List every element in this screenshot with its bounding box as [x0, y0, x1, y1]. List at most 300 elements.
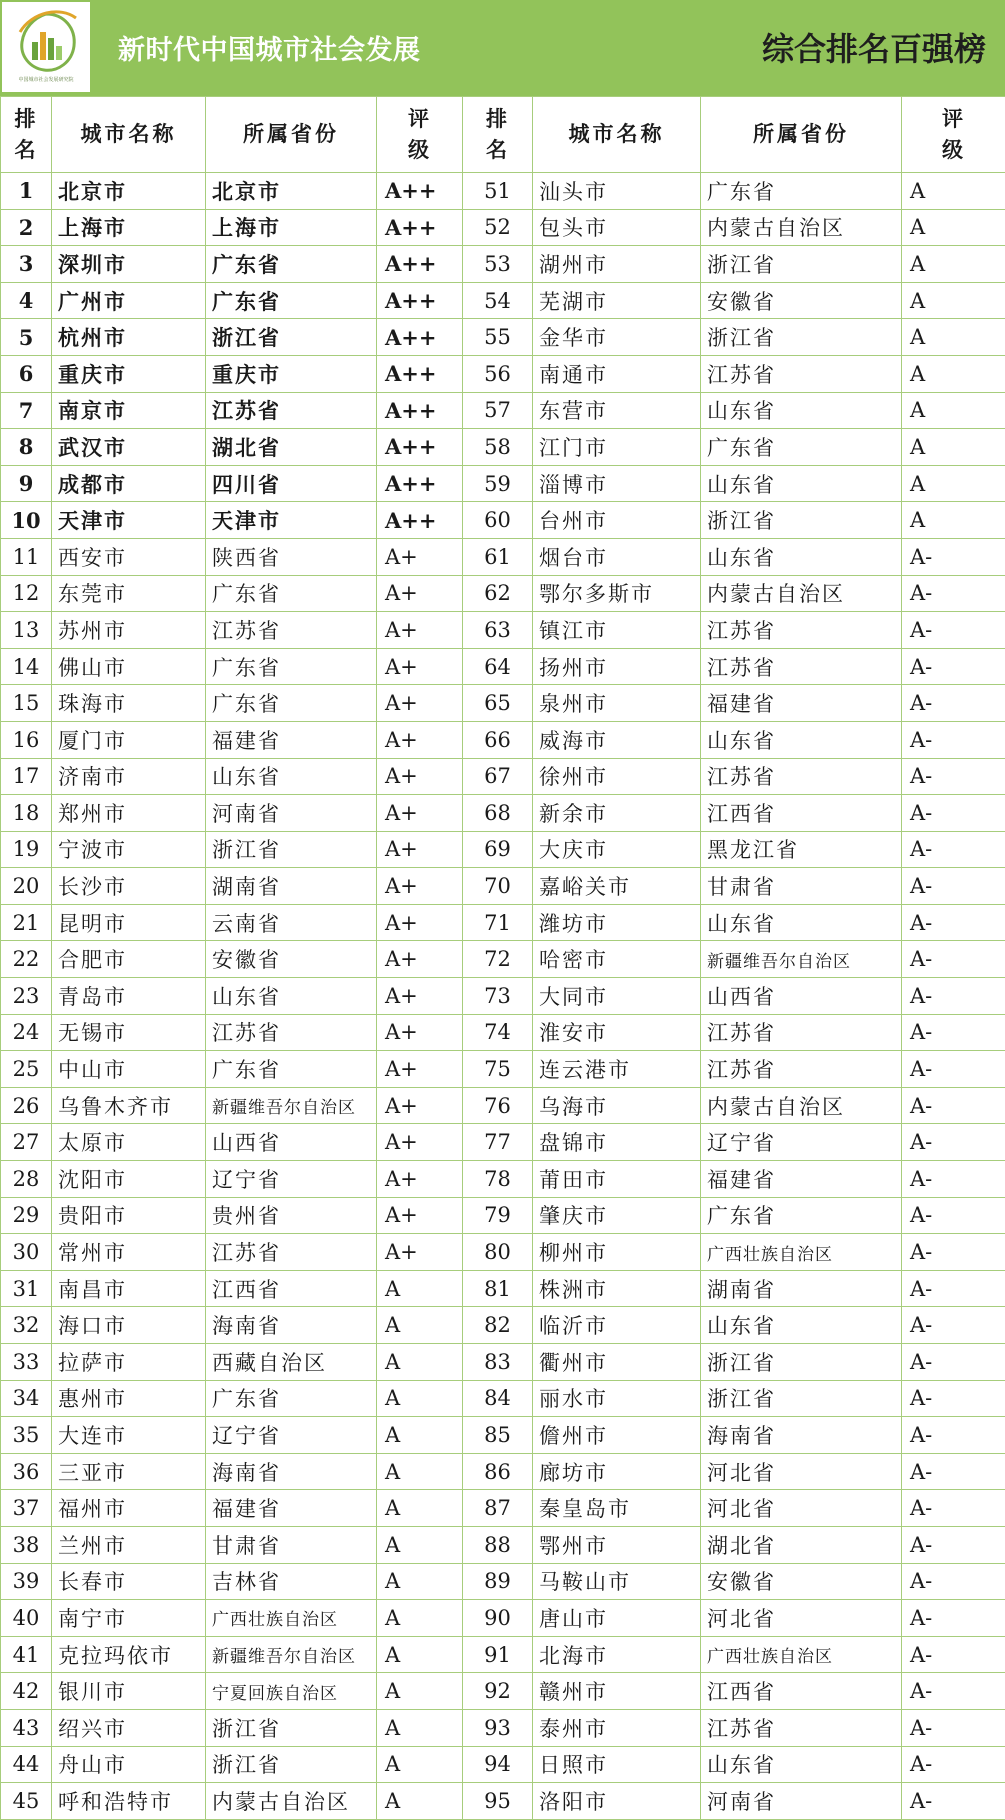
rank-cell: 12: [1, 575, 52, 612]
grade-cell: A-: [902, 1051, 1005, 1088]
grade-cell: A-: [902, 721, 1005, 758]
city-cell: 临沂市: [533, 1307, 701, 1344]
grade-cell: A: [377, 1380, 463, 1417]
grade-cell: A: [377, 1746, 463, 1783]
rank-cell: 86: [463, 1453, 533, 1490]
rank-cell: 22: [1, 941, 52, 978]
grade-cell: A-: [902, 1124, 1005, 1161]
table-row: [1, 1526, 1005, 1563]
table-row: [1, 575, 1005, 612]
city-cell: 烟台市: [533, 538, 701, 575]
logo: [2, 2, 90, 92]
city-cell: 潍坊市: [533, 904, 701, 941]
city-cell: 株洲市: [533, 1270, 701, 1307]
grade-cell: A++: [377, 355, 463, 392]
city-header: 城市名称: [52, 97, 206, 173]
province-cell: 内蒙古自治区: [701, 575, 902, 612]
grade-cell: A++: [377, 465, 463, 502]
table-row: [1, 648, 1005, 685]
province-cell: 浙江省: [701, 319, 902, 356]
grade-cell: A-: [902, 1636, 1005, 1673]
province-cell: 江苏省: [206, 392, 377, 429]
grade-cell: A-: [902, 1307, 1005, 1344]
rank-cell: 25: [1, 1051, 52, 1088]
province-cell: 江苏省: [701, 1014, 902, 1051]
city-cell: 惠州市: [52, 1380, 206, 1417]
grade-cell: A++: [377, 319, 463, 356]
rank-cell: 76: [463, 1087, 533, 1124]
table-row: [1, 1270, 1005, 1307]
ranking-table: [0, 96, 1005, 1820]
grade-cell: A-: [902, 612, 1005, 649]
province-cell: 新疆维吾尔自治区: [701, 941, 902, 978]
rank-cell: 27: [1, 1124, 52, 1161]
city-cell: 南通市: [533, 355, 701, 392]
rank-cell: 71: [463, 904, 533, 941]
city-cell: 洛阳市: [533, 1783, 701, 1820]
province-cell: 江苏省: [206, 612, 377, 649]
city-cell: 杭州市: [52, 319, 206, 356]
grade-cell: A-: [902, 1161, 1005, 1198]
table-row: [1, 1490, 1005, 1527]
rank-cell: 6: [1, 355, 52, 392]
rank-cell: 90: [463, 1600, 533, 1637]
rank-cell: 94: [463, 1746, 533, 1783]
grade-cell: A-: [902, 868, 1005, 905]
city-cell: 海口市: [52, 1307, 206, 1344]
grade-cell: A+: [377, 904, 463, 941]
province-cell: 贵州省: [206, 1197, 377, 1234]
table-row: [1, 1161, 1005, 1198]
rank-cell: 81: [463, 1270, 533, 1307]
rank-cell: 35: [1, 1417, 52, 1454]
province-cell: 福建省: [701, 1161, 902, 1198]
grade-cell: A-: [902, 1344, 1005, 1381]
rank-cell: 16: [1, 721, 52, 758]
table-row: [1, 685, 1005, 722]
province-cell: 江苏省: [206, 1014, 377, 1051]
grade-cell: A: [902, 502, 1005, 539]
grade-cell: A: [377, 1783, 463, 1820]
province-cell: 广东省: [206, 1051, 377, 1088]
city-cell: 常州市: [52, 1234, 206, 1271]
city-header: 城市名称: [533, 97, 701, 173]
rank-cell: 28: [1, 1161, 52, 1198]
grade-cell: A-: [902, 1453, 1005, 1490]
grade-cell: A+: [377, 612, 463, 649]
rank-cell: 61: [463, 538, 533, 575]
grade-cell: A-: [902, 1673, 1005, 1710]
city-cell: 莆田市: [533, 1161, 701, 1198]
province-cell: 江苏省: [701, 355, 902, 392]
rank-cell: 26: [1, 1087, 52, 1124]
grade-cell: A++: [377, 246, 463, 283]
rank-cell: 18: [1, 795, 52, 832]
rank-cell: 43: [1, 1709, 52, 1746]
grade-cell: A-: [902, 1014, 1005, 1051]
table-row: [1, 1636, 1005, 1673]
table-row: [1, 721, 1005, 758]
city-cell: 日照市: [533, 1746, 701, 1783]
city-cell: 鄂州市: [533, 1526, 701, 1563]
grade-cell: A-: [902, 978, 1005, 1015]
city-cell: 银川市: [52, 1673, 206, 1710]
table-row: [1, 1234, 1005, 1271]
province-cell: 湖北省: [701, 1526, 902, 1563]
rank-cell: 7: [1, 392, 52, 429]
rank-cell: 24: [1, 1014, 52, 1051]
province-cell: 辽宁省: [701, 1124, 902, 1161]
grade-cell: A: [377, 1417, 463, 1454]
rank-cell: 69: [463, 831, 533, 868]
rank-cell: 37: [1, 1490, 52, 1527]
table-row: [1, 1417, 1005, 1454]
rank-cell: 10: [1, 502, 52, 539]
grade-cell: A+: [377, 868, 463, 905]
table-row: [1, 758, 1005, 795]
page-subtitle: 综合排名百强榜: [762, 24, 986, 70]
city-cell: 肇庆市: [533, 1197, 701, 1234]
rank-cell: 31: [1, 1270, 52, 1307]
rank-cell: 15: [1, 685, 52, 722]
province-cell: 新疆维吾尔自治区: [206, 1087, 377, 1124]
city-cell: 苏州市: [52, 612, 206, 649]
rank-cell: 92: [463, 1673, 533, 1710]
city-cell: 太原市: [52, 1124, 206, 1161]
city-cell: 宁波市: [52, 831, 206, 868]
rank-cell: 62: [463, 575, 533, 612]
grade-cell: A: [902, 429, 1005, 466]
city-cell: 乌海市: [533, 1087, 701, 1124]
city-cell: 青岛市: [52, 978, 206, 1015]
province-cell: 西藏自治区: [206, 1344, 377, 1381]
city-cell: 北京市: [52, 173, 206, 210]
grade-cell: A+: [377, 1234, 463, 1271]
province-cell: 北京市: [206, 173, 377, 210]
grade-cell: A-: [902, 648, 1005, 685]
grade-cell: A-: [902, 1490, 1005, 1527]
grade-cell: A-: [902, 758, 1005, 795]
grade-cell: A: [377, 1307, 463, 1344]
grade-header: 评级: [902, 97, 1005, 173]
grade-cell: A: [902, 355, 1005, 392]
province-cell: 山东省: [701, 465, 902, 502]
city-cell: 廊坊市: [533, 1453, 701, 1490]
grade-cell: A+: [377, 941, 463, 978]
province-cell: 江苏省: [701, 1051, 902, 1088]
rank-cell: 74: [463, 1014, 533, 1051]
rank-cell: 23: [1, 978, 52, 1015]
rank-cell: 56: [463, 355, 533, 392]
province-cell: 河北省: [701, 1490, 902, 1527]
city-cell: 济南市: [52, 758, 206, 795]
table-row: [1, 1124, 1005, 1161]
province-cell: 江苏省: [701, 648, 902, 685]
province-cell: 吉林省: [206, 1563, 377, 1600]
rank-cell: 67: [463, 758, 533, 795]
grade-cell: A+: [377, 538, 463, 575]
grade-cell: A-: [902, 941, 1005, 978]
rank-cell: 55: [463, 319, 533, 356]
rank-cell: 9: [1, 465, 52, 502]
province-cell: 四川省: [206, 465, 377, 502]
province-cell: 河北省: [701, 1453, 902, 1490]
table-row: [1, 246, 1005, 283]
grade-cell: A-: [902, 795, 1005, 832]
rank-cell: 44: [1, 1746, 52, 1783]
province-cell: 广东省: [206, 648, 377, 685]
province-cell: 山西省: [206, 1124, 377, 1161]
city-cell: 沈阳市: [52, 1161, 206, 1198]
province-cell: 广西壮族自治区: [206, 1600, 377, 1637]
rank-cell: 36: [1, 1453, 52, 1490]
grade-cell: A: [377, 1344, 463, 1381]
city-cell: 泉州市: [533, 685, 701, 722]
table-row: [1, 1344, 1005, 1381]
city-cell: 大同市: [533, 978, 701, 1015]
rank-cell: 34: [1, 1380, 52, 1417]
grade-cell: A-: [902, 904, 1005, 941]
grade-cell: A+: [377, 1087, 463, 1124]
city-cell: 鄂尔多斯市: [533, 575, 701, 612]
table-row: [1, 1014, 1005, 1051]
city-cell: 兰州市: [52, 1526, 206, 1563]
city-cell: 拉萨市: [52, 1344, 206, 1381]
table-row: [1, 502, 1005, 539]
rank-cell: 78: [463, 1161, 533, 1198]
grade-cell: A+: [377, 1014, 463, 1051]
page-title: 新时代中国城市社会发展: [118, 28, 421, 67]
table-row: [1, 1746, 1005, 1783]
city-cell: 芜湖市: [533, 282, 701, 319]
grade-cell: A++: [377, 502, 463, 539]
grade-cell: A++: [377, 173, 463, 210]
province-cell: 海南省: [701, 1417, 902, 1454]
rank-cell: 39: [1, 1563, 52, 1600]
rank-cell: 53: [463, 246, 533, 283]
table-row: [1, 465, 1005, 502]
province-cell: 广西壮族自治区: [701, 1636, 902, 1673]
city-cell: 淄博市: [533, 465, 701, 502]
grade-cell: A++: [377, 282, 463, 319]
page-header: [0, 0, 1005, 96]
grade-cell: A: [902, 173, 1005, 210]
rank-cell: 17: [1, 758, 52, 795]
rank-cell: 84: [463, 1380, 533, 1417]
city-cell: 东营市: [533, 392, 701, 429]
province-cell: 重庆市: [206, 355, 377, 392]
grade-cell: A+: [377, 758, 463, 795]
rank-cell: 65: [463, 685, 533, 722]
table-row: [1, 319, 1005, 356]
grade-cell: A: [377, 1526, 463, 1563]
city-cell: 三亚市: [52, 1453, 206, 1490]
grade-cell: A: [902, 392, 1005, 429]
table-row: [1, 831, 1005, 868]
city-cell: 昆明市: [52, 904, 206, 941]
rank-cell: 1: [1, 173, 52, 210]
table-row: [1, 538, 1005, 575]
table-row: [1, 1563, 1005, 1600]
province-cell: 河南省: [701, 1783, 902, 1820]
grade-cell: A+: [377, 1051, 463, 1088]
rank-cell: 14: [1, 648, 52, 685]
grade-cell: A-: [902, 1600, 1005, 1637]
rank-cell: 38: [1, 1526, 52, 1563]
rank-cell: 32: [1, 1307, 52, 1344]
province-cell: 广东省: [206, 282, 377, 319]
province-cell: 广东省: [206, 246, 377, 283]
city-cell: 呼和浩特市: [52, 1783, 206, 1820]
rank-cell: 8: [1, 429, 52, 466]
province-cell: 浙江省: [701, 246, 902, 283]
province-cell: 陕西省: [206, 538, 377, 575]
rank-cell: 79: [463, 1197, 533, 1234]
city-cell: 唐山市: [533, 1600, 701, 1637]
rank-cell: 93: [463, 1709, 533, 1746]
province-cell: 山东省: [701, 392, 902, 429]
table-row: [1, 173, 1005, 210]
table-row: [1, 1380, 1005, 1417]
rank-cell: 52: [463, 209, 533, 246]
province-cell: 江西省: [701, 1673, 902, 1710]
city-cell: 赣州市: [533, 1673, 701, 1710]
province-cell: 福建省: [206, 1490, 377, 1527]
city-cell: 儋州市: [533, 1417, 701, 1454]
rank-cell: 91: [463, 1636, 533, 1673]
province-cell: 广东省: [206, 685, 377, 722]
rank-cell: 57: [463, 392, 533, 429]
grade-cell: A+: [377, 1197, 463, 1234]
province-cell: 浙江省: [701, 1380, 902, 1417]
province-cell: 江西省: [206, 1270, 377, 1307]
city-cell: 舟山市: [52, 1746, 206, 1783]
table-row: [1, 904, 1005, 941]
table-header-row: [1, 97, 1005, 173]
province-cell: 浙江省: [701, 1344, 902, 1381]
table-row: [1, 1197, 1005, 1234]
city-cell: 江门市: [533, 429, 701, 466]
rank-cell: 66: [463, 721, 533, 758]
table-row: [1, 1600, 1005, 1637]
grade-cell: A: [377, 1709, 463, 1746]
city-cell: 徐州市: [533, 758, 701, 795]
grade-cell: A++: [377, 392, 463, 429]
grade-cell: A+: [377, 1124, 463, 1161]
table-row: [1, 392, 1005, 429]
city-cell: 金华市: [533, 319, 701, 356]
grade-cell: A++: [377, 429, 463, 466]
province-header: 所属省份: [701, 97, 902, 173]
table-row: [1, 355, 1005, 392]
province-cell: 黑龙江省: [701, 831, 902, 868]
table-row: [1, 795, 1005, 832]
rank-cell: 82: [463, 1307, 533, 1344]
city-cell: 包头市: [533, 209, 701, 246]
grade-cell: A-: [902, 1746, 1005, 1783]
city-cell: 北海市: [533, 1636, 701, 1673]
rank-cell: 72: [463, 941, 533, 978]
city-cell: 南京市: [52, 392, 206, 429]
rank-cell: 88: [463, 1526, 533, 1563]
rank-cell: 80: [463, 1234, 533, 1271]
grade-cell: A: [377, 1270, 463, 1307]
province-cell: 上海市: [206, 209, 377, 246]
rank-cell: 58: [463, 429, 533, 466]
rank-cell: 51: [463, 173, 533, 210]
table-row: [1, 429, 1005, 466]
grade-cell: A+: [377, 648, 463, 685]
grade-cell: A++: [377, 209, 463, 246]
logo-caption: 中国城市社会发展研究院: [4, 76, 88, 83]
province-cell: 江苏省: [206, 1234, 377, 1271]
city-cell: 嘉峪关市: [533, 868, 701, 905]
grade-cell: A: [902, 246, 1005, 283]
rank-cell: 75: [463, 1051, 533, 1088]
city-cell: 南昌市: [52, 1270, 206, 1307]
table-row: [1, 612, 1005, 649]
province-header: 所属省份: [206, 97, 377, 173]
city-cell: 泰州市: [533, 1709, 701, 1746]
province-cell: 广东省: [701, 1197, 902, 1234]
city-cell: 武汉市: [52, 429, 206, 466]
rank-cell: 40: [1, 1600, 52, 1637]
grade-cell: A-: [902, 1234, 1005, 1271]
province-cell: 湖北省: [206, 429, 377, 466]
city-cell: 丽水市: [533, 1380, 701, 1417]
table-row: [1, 1087, 1005, 1124]
province-cell: 浙江省: [206, 1709, 377, 1746]
province-cell: 新疆维吾尔自治区: [206, 1636, 377, 1673]
city-cell: 湖州市: [533, 246, 701, 283]
province-cell: 内蒙古自治区: [206, 1783, 377, 1820]
province-cell: 天津市: [206, 502, 377, 539]
city-cell: 乌鲁木齐市: [52, 1087, 206, 1124]
city-cell: 淮安市: [533, 1014, 701, 1051]
grade-cell: A-: [902, 831, 1005, 868]
province-cell: 福建省: [701, 685, 902, 722]
city-cell: 克拉玛依市: [52, 1636, 206, 1673]
province-cell: 安徽省: [206, 941, 377, 978]
grade-cell: A-: [902, 575, 1005, 612]
province-cell: 浙江省: [701, 502, 902, 539]
table-row: [1, 1051, 1005, 1088]
city-cell: 深圳市: [52, 246, 206, 283]
table-row: [1, 941, 1005, 978]
province-cell: 辽宁省: [206, 1161, 377, 1198]
city-cell: 合肥市: [52, 941, 206, 978]
province-cell: 浙江省: [206, 831, 377, 868]
city-cell: 镇江市: [533, 612, 701, 649]
province-cell: 湖南省: [701, 1270, 902, 1307]
grade-cell: A: [902, 319, 1005, 356]
city-cell: 成都市: [52, 465, 206, 502]
grade-cell: A+: [377, 795, 463, 832]
grade-cell: A-: [902, 1526, 1005, 1563]
province-cell: 山东省: [206, 758, 377, 795]
province-cell: 云南省: [206, 904, 377, 941]
table-row: [1, 1307, 1005, 1344]
province-cell: 广东省: [206, 1380, 377, 1417]
grade-cell: A: [902, 209, 1005, 246]
province-cell: 内蒙古自治区: [701, 209, 902, 246]
rank-cell: 3: [1, 246, 52, 283]
province-cell: 江苏省: [701, 612, 902, 649]
grade-cell: A: [377, 1453, 463, 1490]
rank-cell: 11: [1, 538, 52, 575]
rank-cell: 41: [1, 1636, 52, 1673]
rank-cell: 4: [1, 282, 52, 319]
